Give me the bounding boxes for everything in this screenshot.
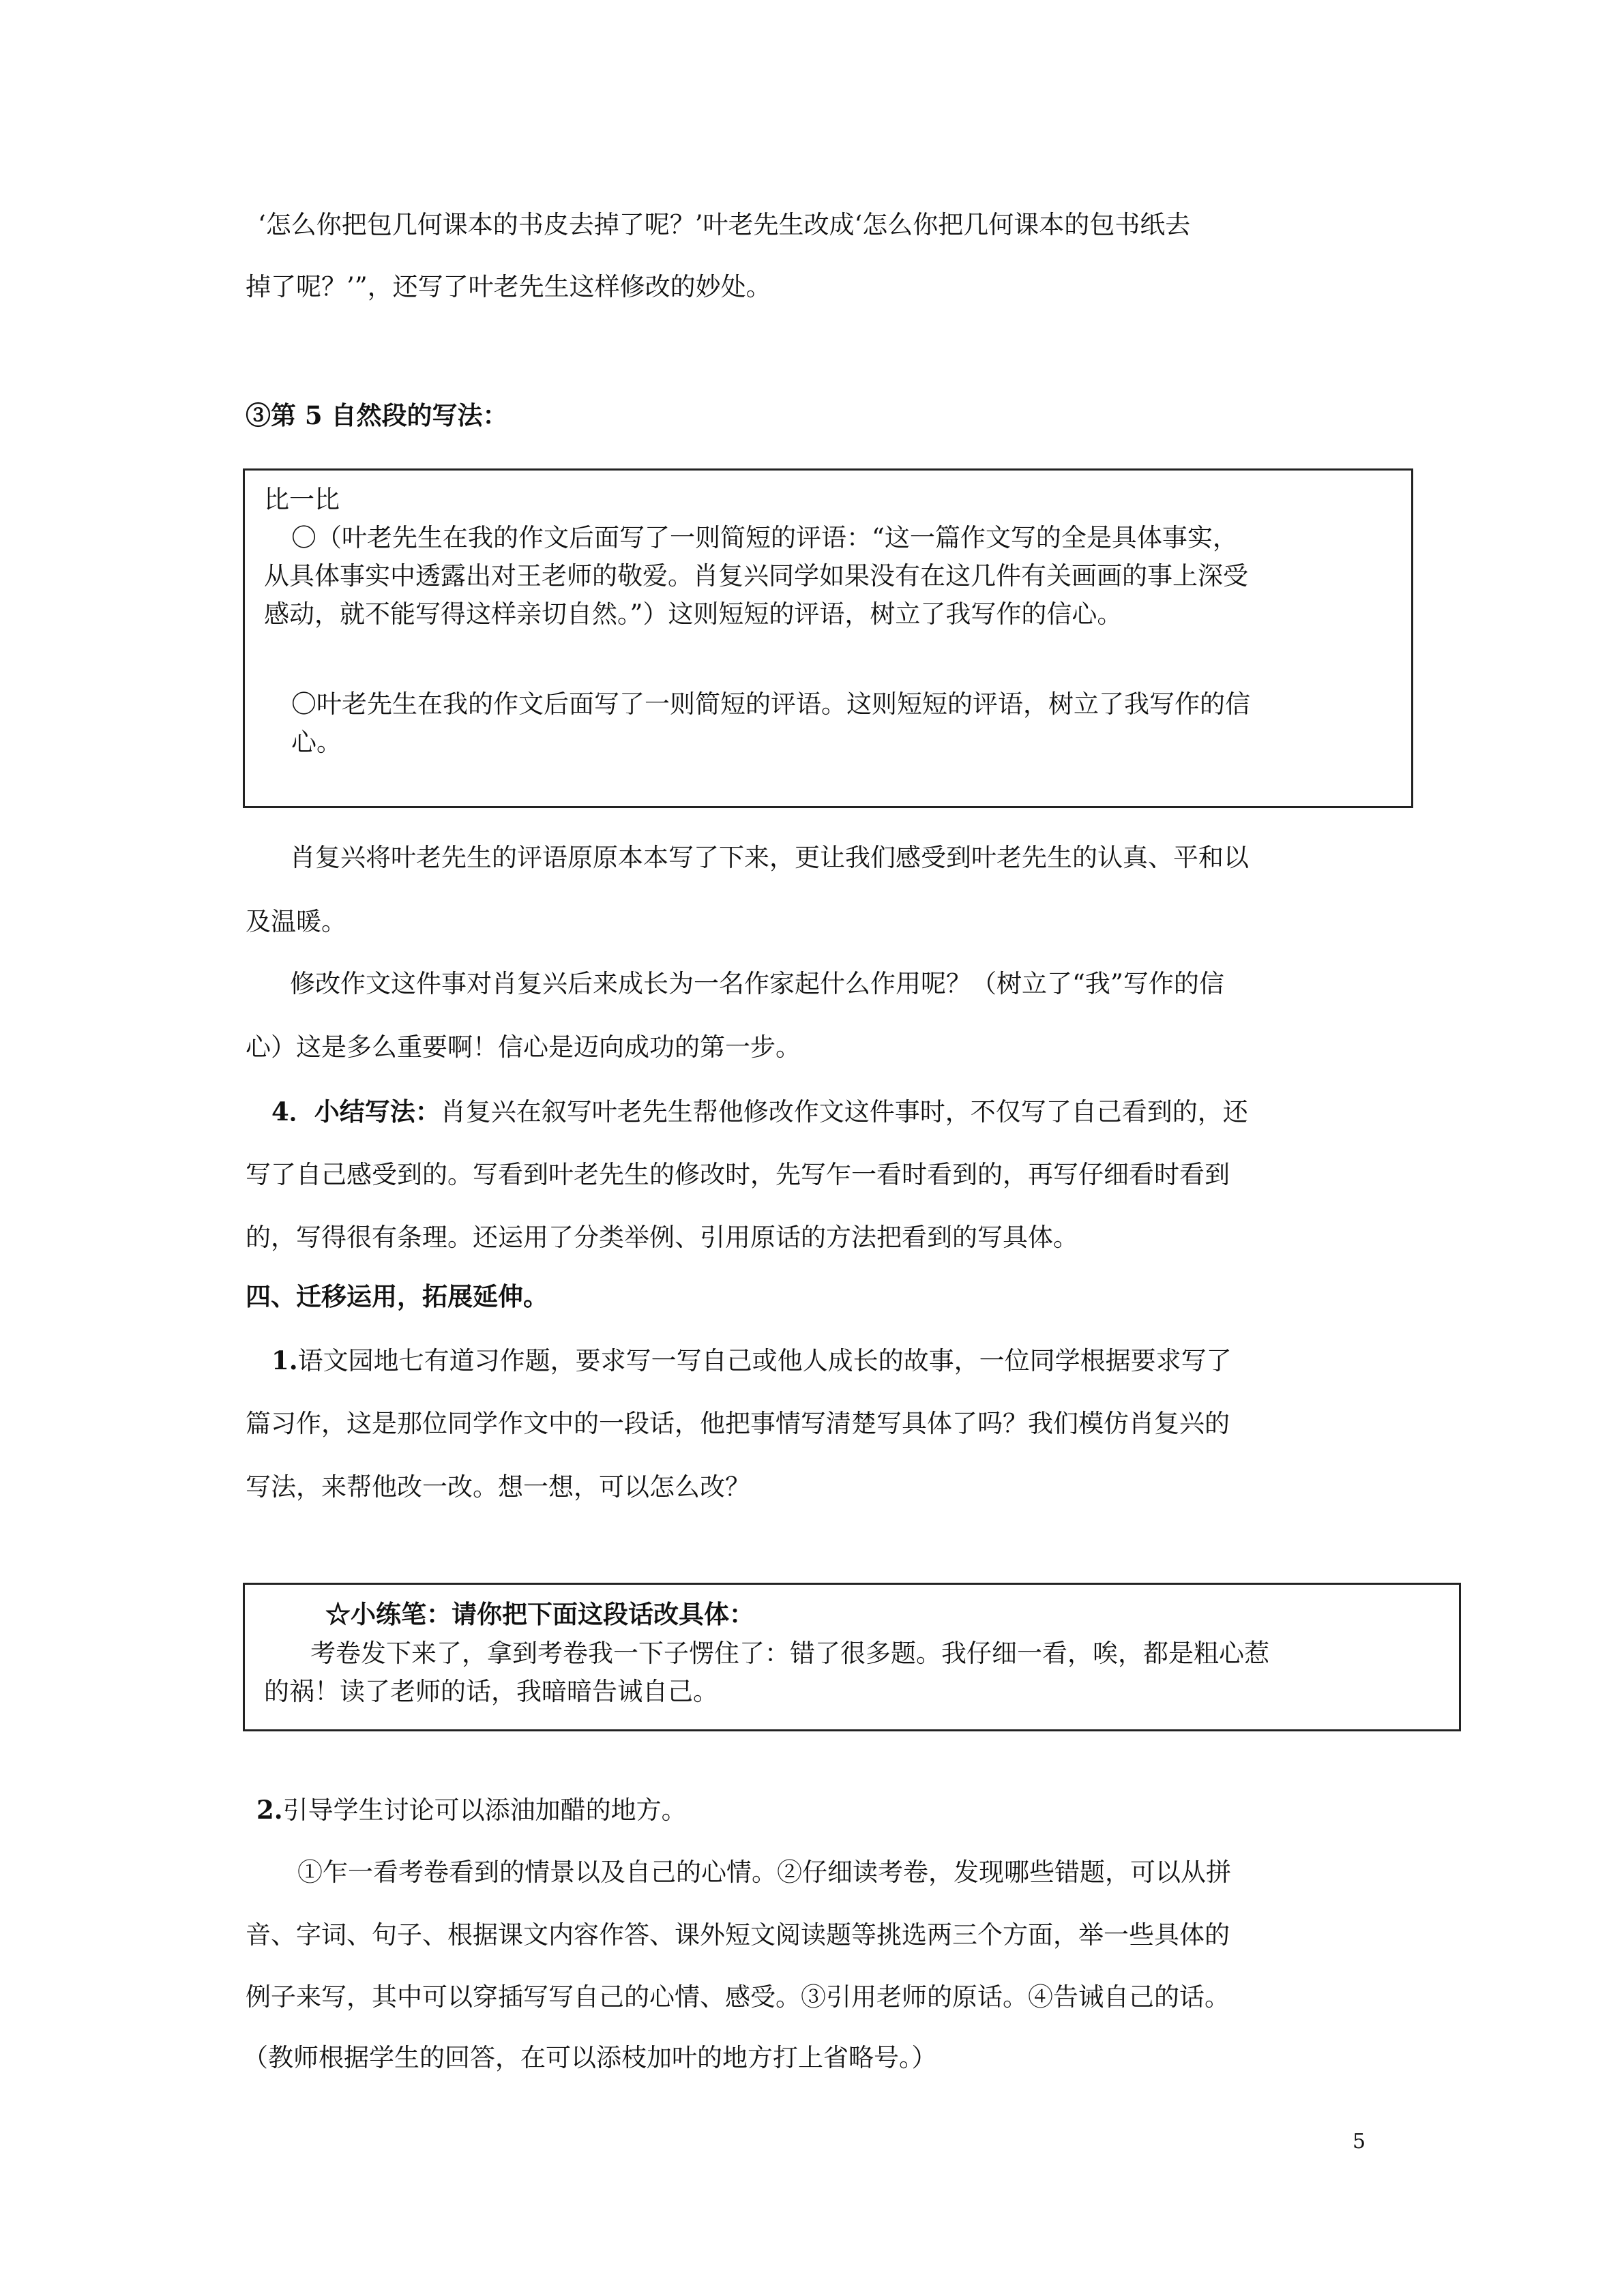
compare-version-a-line: 从具体事实中透露出对王老师的敬爱。肖复兴同学如果没有在这几件有关画画的事上深受 [264, 561, 1248, 591]
text-line: ‘怎么你把包几何课本的书皮去掉了呢？’叶老先生改成‘怎么你把几何课本的包书纸去 [258, 210, 1191, 239]
practice-box [243, 1583, 1461, 1731]
text-line: 心）这是多么重要啊！信心是迈向成功的第一步。 [246, 1032, 801, 1062]
text-line: 篇习作，这是那位同学作文中的一段话，他把事情写清楚写具体了吗？我们模仿肖复兴的 [246, 1409, 1230, 1438]
compare-version-a-line: 〇（叶老先生在我的作文后面写了一则简短的评语：“这一篇作文写的全是具体事实， [291, 523, 1238, 552]
text-line: 掉了呢？’”，还写了叶老先生这样修改的妙处。 [246, 272, 771, 301]
text-line: 例子来写，其中可以穿插写写自己的心情、感受。③引用老师的原话。④告诫自己的话。 [246, 1982, 1230, 2012]
text-line: 修改作文这件事对肖复兴后来成长为一名作家起什么作用呢？（树立了“我”写作的信 [290, 969, 1224, 998]
item-one-text: 语文园地七有道习作题，要求写一写自己或他人成长的故事，一位同学根据要求写了 [297, 1346, 1232, 1375]
text-line: 肖复兴将叶老先生的评语原原本本写了下来，更让我们感受到叶老先生的认真、平和以 [290, 843, 1249, 872]
summary-label: 4．小结写法： [271, 1097, 441, 1127]
practice-box-line: 考卷发下来了，拿到考卷我一下子愣住了：错了很多题。我仔细一看，唉，都是粗心惹 [310, 1639, 1269, 1668]
text-line: （教师根据学生的回答，在可以添枝加叶的地方打上省略号。） [243, 2043, 937, 2072]
practice-box-title: ☆小练笔：请你把下面这段话改具体： [325, 1599, 754, 1629]
text-line: ①乍一看考卷看到的情景以及自己的心情。②仔细读考卷，发现哪些错题，可以从拼 [297, 1858, 1231, 1887]
item-two-number: 2. [256, 1795, 283, 1825]
summary-text: 肖复兴在叙写叶老先生帮他修改作文这件事时，不仅写了自己看到的，还 [440, 1097, 1248, 1127]
summary-first-line [271, 1096, 1248, 1128]
practice-box-line: 的祸！读了老师的话，我暗暗告诫自己。 [264, 1677, 718, 1706]
compare-version-b-line: 〇叶老先生在我的作文后面写了一则简短的评语。这则短短的评语，树立了我写作的信 [291, 689, 1250, 719]
text-line: 写法，来帮他改一改。想一想，可以怎么改？ [246, 1472, 750, 1502]
compare-version-b-line: 心。 [291, 728, 342, 757]
item-two-text: 引导学生讨论可以添油加醋的地方。 [282, 1795, 687, 1825]
page-number: 5 [1353, 2130, 1366, 2153]
section-four-heading: 四、迁移运用，拓展延伸。 [246, 1281, 548, 1311]
item-two-line [256, 1794, 687, 1826]
compare-version-a-line: 感动，就不能写得这样亲切自然。”）这则短短的评语，树立了我写作的信心。 [264, 599, 1123, 629]
compare-box-title: 比一比 [264, 485, 340, 514]
item-one-number: 1. [271, 1345, 298, 1375]
text-line: 及温暖。 [246, 907, 346, 936]
compare-box [243, 468, 1413, 808]
section-heading: ③第 5 自然段的写法： [246, 400, 508, 430]
text-line: 音、字词、句子、根据课文内容作答、课外短文阅读题等挑选两三个方面，举一些具体的 [246, 1920, 1230, 1950]
item-one-first-line [271, 1345, 1232, 1377]
text-line: 的，写得很有条理。还运用了分类举例、引用原话的方法把看到的写具体。 [246, 1223, 1078, 1252]
text-line: 写了自己感受到的。写看到叶老先生的修改时，先写乍一看时看到的，再写仔细看时看到 [246, 1160, 1230, 1189]
